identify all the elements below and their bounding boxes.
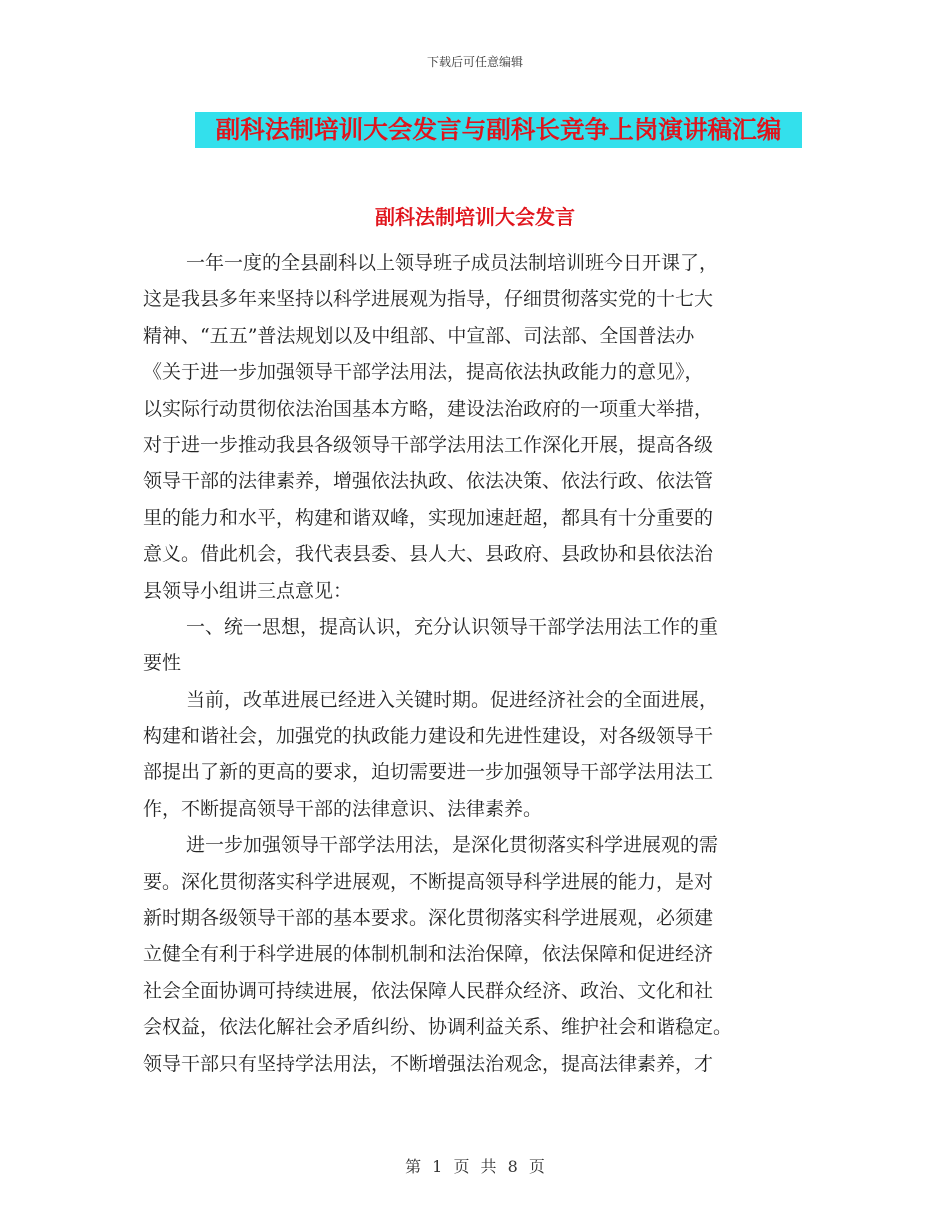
- text-line: 以实际行动贯彻依法治国基本方略，建设法治政府的一项重大举措，: [143, 397, 714, 420]
- text-line: 进一步加强领导干部学法用法，是深化贯彻落实科学进展观的需: [186, 834, 719, 857]
- text-line: 一年一度的全县副科以上领导班子成员法制培训班今日开课了，: [186, 252, 719, 274]
- header-note: 下载后可任意编辑: [426, 55, 523, 69]
- text-line: 县领导小组讲三点意见：: [143, 579, 353, 602]
- text-line: 立健全有利于科学进展的体制机制和法治保障，依法保障和促进经济: [143, 943, 714, 966]
- section-title: 副科法制培训大会发言: [375, 205, 575, 229]
- text-line: 这是我县多年来坚持以科学进展观为指导，仔细贯彻落实党的十七大: [143, 288, 714, 311]
- text-line: 构建和谐社会，加强党的执政能力建设和先进性建设，对各级领导干: [143, 725, 714, 748]
- text-line: 会权益，依法化解社会矛盾纠纷、协调利益关系、维护社会和谐稳定。: [143, 1016, 733, 1039]
- heading-line: 要性: [143, 652, 182, 675]
- text-line: 领导干部的法律素养，增强依法执政、依法决策、依法行政、依法管: [143, 470, 714, 493]
- text-line: 要。深化贯彻落实科学进展观，不断提高领导科学进展的能力，是对: [143, 870, 714, 893]
- text-line: 里的能力和水平，构建和谐双峰，实现加速赶超，都具有十分重要的: [143, 506, 714, 529]
- text-line: 新时期各级领导干部的基本要求。深化贯彻落实科学进展观，必须建: [143, 907, 714, 930]
- document-title: 副科法制培训大会发言与副科长竞争上岗演讲稿汇编: [195, 112, 802, 148]
- text-line: 精神、“五五”普法规划以及中组部、中宣部、司法部、全国普法办: [143, 324, 695, 347]
- document-body: [143, 245, 807, 1082]
- text-line: 当前，改革进展已经进入关键时期。促进经济社会的全面进展，: [186, 688, 719, 711]
- text-line: 《关于进一步加强领导干部学法用法，提高依法执政能力的意见》，: [143, 361, 704, 384]
- text-line: 作，不断提高领导干部的法律意识、法律素养。: [143, 797, 543, 820]
- text-line: 意义。借此机会，我代表县委、县人大、县政府、县政协和县依法治: [143, 543, 714, 566]
- text-line: 对于进一步推动我县各级领导干部学法用法工作深化开展，提高各级: [143, 433, 714, 456]
- text-line: 社会全面协调可持续进展，依法保障人民群众经济、政治、文化和社: [143, 979, 714, 1002]
- heading-line: 一、统一思想，提高认识，充分认识领导干部学法用法工作的重: [186, 615, 719, 638]
- text-line: 部提出了新的更高的要求，迫切需要进一步加强领导干部学法用法工: [143, 761, 714, 784]
- text-line: 领导干部只有坚持学法用法，不断增强法治观念，提高法律素养，才: [143, 1052, 714, 1075]
- page-number: 第 1 页 共 8 页: [405, 1157, 545, 1176]
